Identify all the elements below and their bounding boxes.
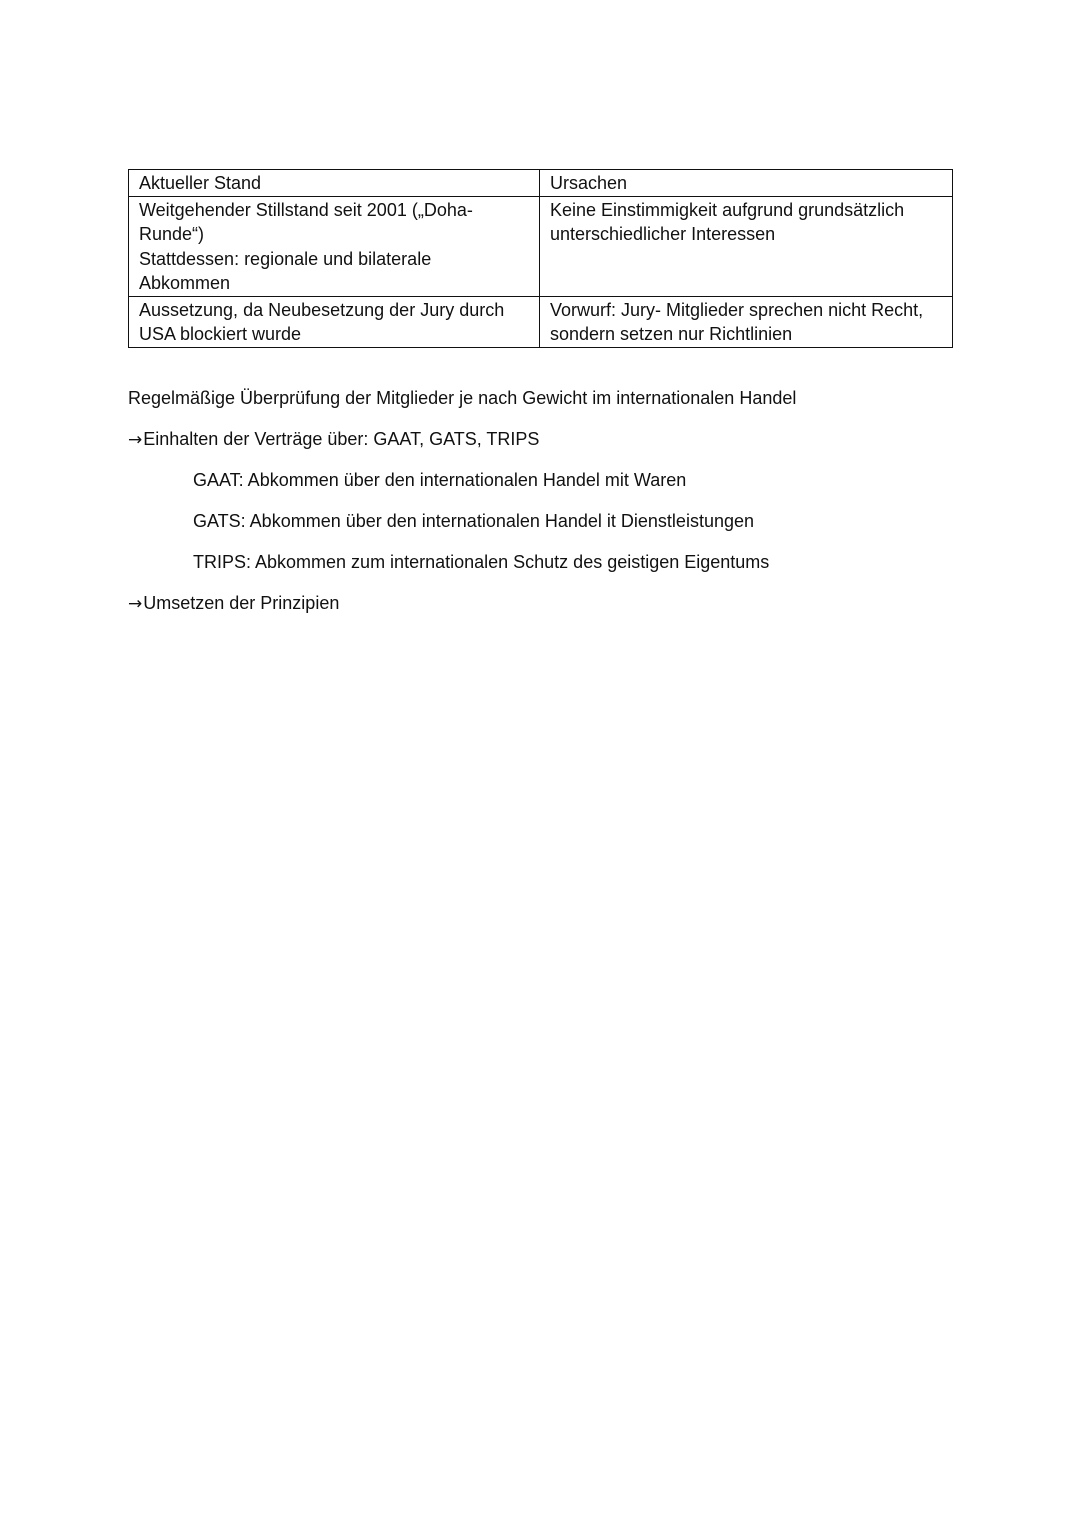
cell-text: Abkommen: [139, 273, 231, 293]
table-header-row: [129, 170, 953, 197]
header-cell-causes: [540, 170, 953, 197]
cell-text: Runde“): [139, 224, 205, 244]
table-row: [129, 296, 953, 347]
cell-text: Vorwurf: Jury- Mitglieder sprechen nicht Recht,: [550, 299, 924, 320]
paragraph-text: Einhalten der Verträge über: GAAT, GATS, TRIPS: [143, 429, 540, 449]
paragraph-principles: [128, 591, 339, 616]
cell-text: sondern setzen nur Richtlinien: [550, 324, 793, 344]
table-cell: [129, 296, 540, 347]
comparison-table: [128, 169, 953, 348]
cell-text: Aktueller Stand: [139, 173, 262, 193]
paragraph-gaat: GAAT: Abkommen über den internationalen Handel mit Waren: [193, 470, 687, 490]
cell-text: Aussetzung, da Neubesetzung der Jury durch: [139, 299, 505, 320]
header-cell-current-state: [129, 170, 540, 197]
paragraph-trips: TRIPS: Abkommen zum internationalen Schutz des geistigen Eigentums: [193, 552, 770, 572]
paragraph-gats: GATS: Abkommen über den internationalen Handel it Dienstleistungen: [193, 511, 754, 531]
cell-text: Ursachen: [550, 173, 628, 193]
table-row: [129, 196, 953, 296]
paragraph-text: Umsetzen der Prinzipien: [143, 593, 340, 613]
paragraph-review: Regelmäßige Überprüfung der Mitglieder je nach Gewicht im internationalen Handel: [128, 388, 797, 408]
arrow-right-icon: →: [128, 594, 143, 614]
table-cell: [540, 196, 953, 296]
table-cell: [540, 296, 953, 347]
arrow-right-icon: →: [128, 430, 143, 450]
cell-text: USA blockiert wurde: [139, 324, 302, 344]
cell-text: Stattdessen: regionale und bilaterale: [139, 248, 432, 269]
table-cell: [129, 196, 540, 296]
cell-text: Weitgehender Stillstand seit 2001 („Doha-: [139, 199, 473, 220]
paragraph-treaties: [128, 427, 539, 452]
cell-text: unterschiedlicher Interessen: [550, 224, 776, 244]
cell-text: Keine Einstimmigkeit aufgrund grundsätzlich: [550, 199, 905, 220]
